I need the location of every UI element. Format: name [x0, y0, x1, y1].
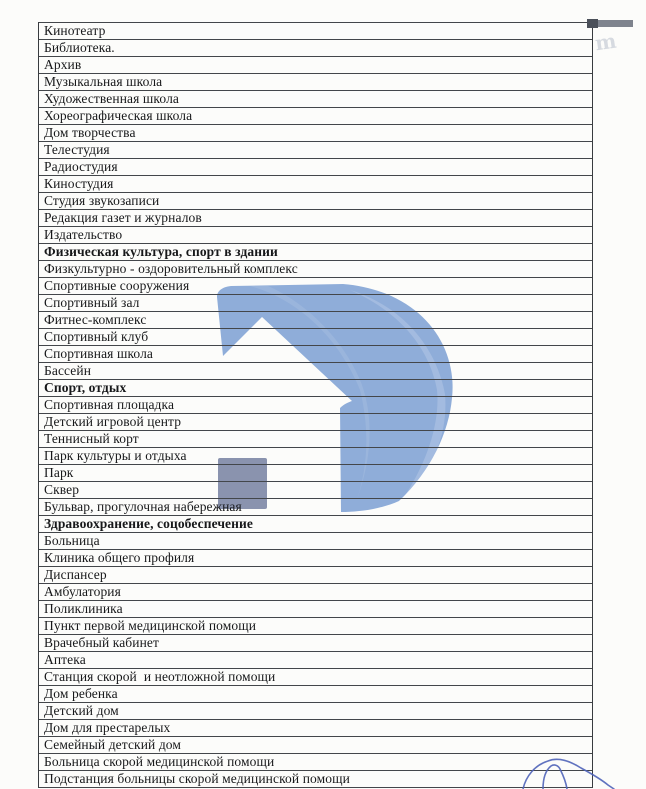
table-row-label: Семейный детский дом — [44, 737, 182, 752]
table-row-label: Дом творчества — [44, 125, 136, 140]
table-row-label: Архив — [44, 57, 82, 72]
table-row-label: Станция скорой и неотложной помощи — [44, 669, 276, 684]
table-row-label: Поликлиника — [44, 601, 123, 616]
table-row-label: Киностудия — [44, 176, 114, 191]
pen-scribble-outer-arc — [523, 759, 614, 789]
table-row-label: Пункт первой медицинской помощи — [44, 618, 257, 633]
table-row-label: Аптека — [44, 652, 86, 667]
table-row-label: Сквер — [44, 482, 80, 497]
table-row-label: Спортивный зал — [44, 295, 140, 310]
table-row-label: Музыкальная школа — [44, 74, 163, 89]
table-row-label: Библиотека. — [44, 40, 115, 55]
table-row-label: Хореографическая школа — [44, 108, 193, 123]
table-row-label: Физическая культура, спорт в здании — [44, 244, 278, 259]
table-row-label: Физкультурно - оздоровительный комплекс — [44, 261, 298, 276]
table-row-label: Радиостудия — [44, 159, 118, 174]
table-row-label: Редакция газет и журналов — [44, 210, 202, 225]
table-row-label: Спорт, отдых — [44, 380, 127, 395]
pen-scribble-inner-loop — [543, 765, 567, 789]
table-row-label: Дом для престарелых — [44, 720, 171, 735]
table-row-label: Парк — [44, 465, 74, 480]
table-row-label: Дом ребенка — [44, 686, 118, 701]
table-row-label: Бассейн — [44, 363, 92, 378]
table-row-label: Спортивные сооружения — [44, 278, 190, 293]
table-row-label: Спортивная школа — [44, 346, 154, 361]
table-row-label: Подстанция больницы скорой медицинской помощи — [44, 771, 350, 786]
table-row-label: Врачебный кабинет — [44, 635, 160, 650]
table-row-label: Больница скорой медицинской помощи — [44, 754, 275, 769]
table-row-label: Клиника общего профиля — [44, 550, 195, 565]
table-row-label: Амбулатория — [44, 584, 121, 599]
faint-watermark-glyph: m — [593, 28, 618, 56]
table-row-label: Студия звукозаписи — [44, 193, 160, 208]
table-row-label: Детский игровой центр — [44, 414, 182, 429]
table-row-label: Здравоохранение, соцобеспечение — [44, 516, 253, 531]
table-row-label: Спортивный клуб — [44, 329, 149, 344]
table-row-label: Детский дом — [44, 703, 119, 718]
table-row-label: Художественная школа — [44, 91, 179, 106]
table-row-label: Диспансер — [44, 567, 107, 582]
table-row-label: Телестудия — [44, 142, 110, 157]
table-row-label: Фитнес-комплекс — [44, 312, 147, 327]
table-row-label: Теннисный корт — [44, 431, 139, 446]
table-row-label: Спортивная площадка — [44, 397, 175, 412]
table-row-label: Кинотеатр — [44, 23, 106, 38]
table-row-label: Бульвар, прогулочная набережная — [44, 499, 242, 514]
table-row-label: Парк культуры и отдыха — [44, 448, 187, 463]
table-row-label: Издательство — [44, 227, 123, 242]
table-row-label: Больница — [44, 533, 100, 548]
